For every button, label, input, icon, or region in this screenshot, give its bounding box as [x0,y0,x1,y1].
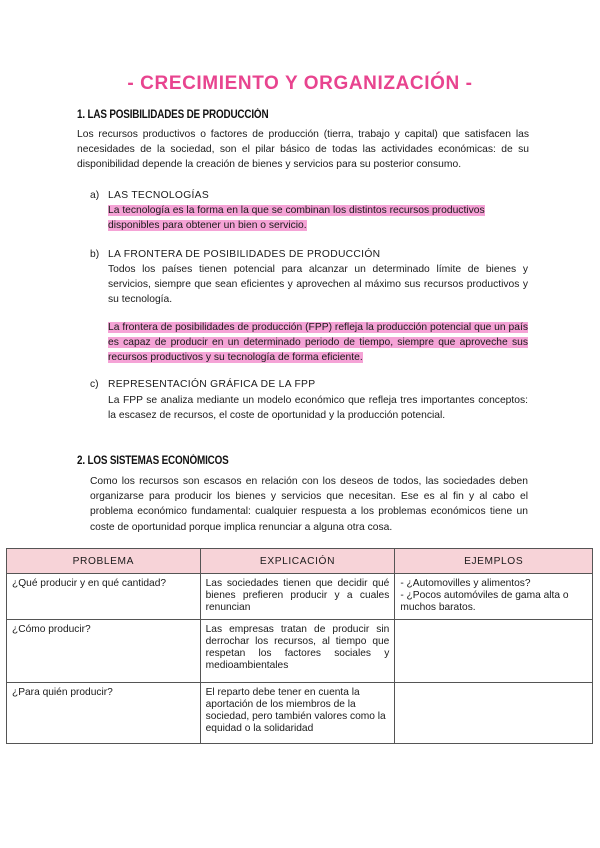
problem-cell: ¿Para quién producir? [7,683,201,744]
highlight: La frontera de posibilidades de producción (FPP) refleja la producción potencial que un país es capaz de producir en un determinado periodo de tiempo, siempre que aproveche sus recursos productivos y su tecnología de forma eficiente. [108,322,528,364]
section-1-intro: Los recursos productivos o factores de producción (tierra, trabajo y capital) que satisfacen las necesidades de la sociedad, son el pilar básico de todas las actividades económicas: de su disponibilidad depende la creación de bienes y servicios para su posterior consumo. [77,129,529,171]
economic-problems-table [6,548,593,744]
table-row [7,574,593,620]
explanation-cell: Las empresas tratan de producir sin derrochar los recursos, al tiempo que respetan los factores sociales y medioambientales [200,620,395,683]
item-c-letter: c) [90,379,99,390]
item-a-letter: a) [90,190,100,201]
header-explicacion: EXPLICACIÓN [200,549,395,574]
problem-cell: ¿Cómo producir? [7,620,201,683]
examples-cell [395,620,593,683]
section-2-heading: 2. LOS SISTEMAS ECONÓMICOS [77,455,229,467]
header-problema: PROBLEMA [7,549,201,574]
item-a-label: LAS TECNOLOGÍAS [108,190,210,201]
highlight: La tecnología es la forma en la que se combinan los distintos recursos productivos disponibles para obtener un bien o servicio. [108,205,485,232]
item-b-highlight-text [108,320,528,366]
explanation-cell: Las sociedades tienen que decidir qué bienes prefieren producir y a cuales renuncian [200,574,395,620]
example-item: - ¿Pocos automóviles de gama alta o muchos baratos. [400,590,569,613]
table-row [7,683,593,744]
item-b-label: LA FRONTERA DE POSIBILIDADES DE PRODUCCIÓN [108,249,381,260]
header-ejemplos: EJEMPLOS [395,549,593,574]
section-2-intro: Como los recursos son escasos en relación con los deseos de todos, las sociedades deben organizarse para producir los bienes y servicios que necesitan. Ese es al fin y al cabo el problema económico fundamental: cualquier respuesta a los problemas económicos tiene un coste de oportunidad porque implica renunciar a alguna otra cosa. [90,476,528,533]
item-c-label: REPRESENTACIÓN GRÁFICA DE LA FPP [108,379,316,390]
example-item: - ¿Automovilles y alimentos? [400,578,531,589]
examples-cell [395,574,593,620]
item-b-text: Todos los países tienen potencial para alcanzar un determinado límite de bienes y servicios, siempre que sean eficientes y aprovechen al máximo sus recursos productivos y su tecnología. [108,264,528,306]
item-a-highlight-text [108,203,530,233]
item-c-text: La FPP se analiza mediante un modelo económico que refleja tres importantes conceptos: la escasez de recursos, el coste de oportunidad y la producción potencial. [108,395,528,422]
item-b-letter: b) [90,249,100,260]
problem-cell: ¿Qué producir y en qué cantidad? [7,574,201,620]
table-row [7,620,593,683]
table-header-row [7,549,593,574]
page-title: - CRECIMIENTO Y ORGANIZACIÓN - [127,73,473,94]
section-1-heading: 1. LAS POSIBILIDADES DE PRODUCCIÓN [77,109,269,121]
examples-cell [395,683,593,744]
explanation-cell: El reparto debe tener en cuenta la aportación de los miembros de la sociedad, pero también valores como la equidad o la solidaridad [200,683,395,744]
